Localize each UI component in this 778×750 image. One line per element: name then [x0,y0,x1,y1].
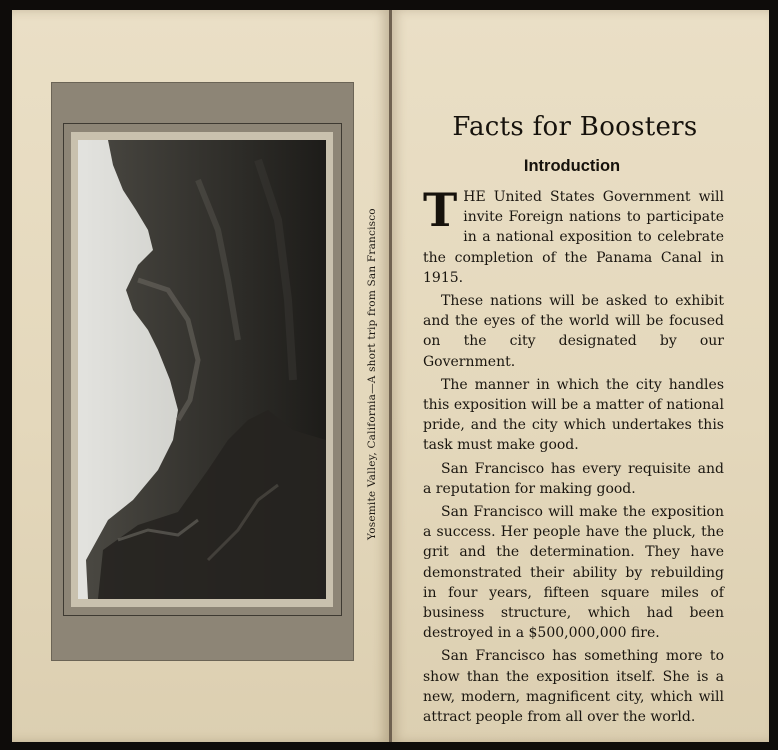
drop-cap: T [423,183,458,237]
photo-plate [52,83,353,660]
section-heading: Introduction [523,157,621,175]
paragraph-5: San Francisco will make the exposition a success. Her people have the pluck, the grit and the determination. They have demonstrated their ability by rebuilding in four years, fifteen square miles of business structure, which had been destroyed in a $500,000,000 fire. [423,504,724,642]
yosemite-photo [78,140,326,599]
paragraph-1: THE United States Government will invite Foreign nations to participate in a national exposition to celebrate the completion of the Panama Canal in 1915. [423,183,724,286]
paragraph-3: The manner in which the city handles this exposition will be a matter of national pride, and the city which undertakes this task must make good. [423,376,724,454]
yosemite-photo-image [78,140,326,599]
paragraph-4: San Francisco has every requisite and a reputation for making good. [423,460,724,497]
photo-caption: Yosemite Valley, California—A short trip from San Francisco [366,208,378,540]
paragraph-2: These nations will be asked to exhibit and the eyes of the world will be focused on the city designated by our Government. [423,293,724,370]
paragraph-6: San Francisco has something more to show than the exposition itself. She is a new, modern, magnificent city, which will attract people from all over the world. [423,648,724,726]
page-title: Facts for Boosters [452,112,698,142]
body-text [423,183,724,730]
